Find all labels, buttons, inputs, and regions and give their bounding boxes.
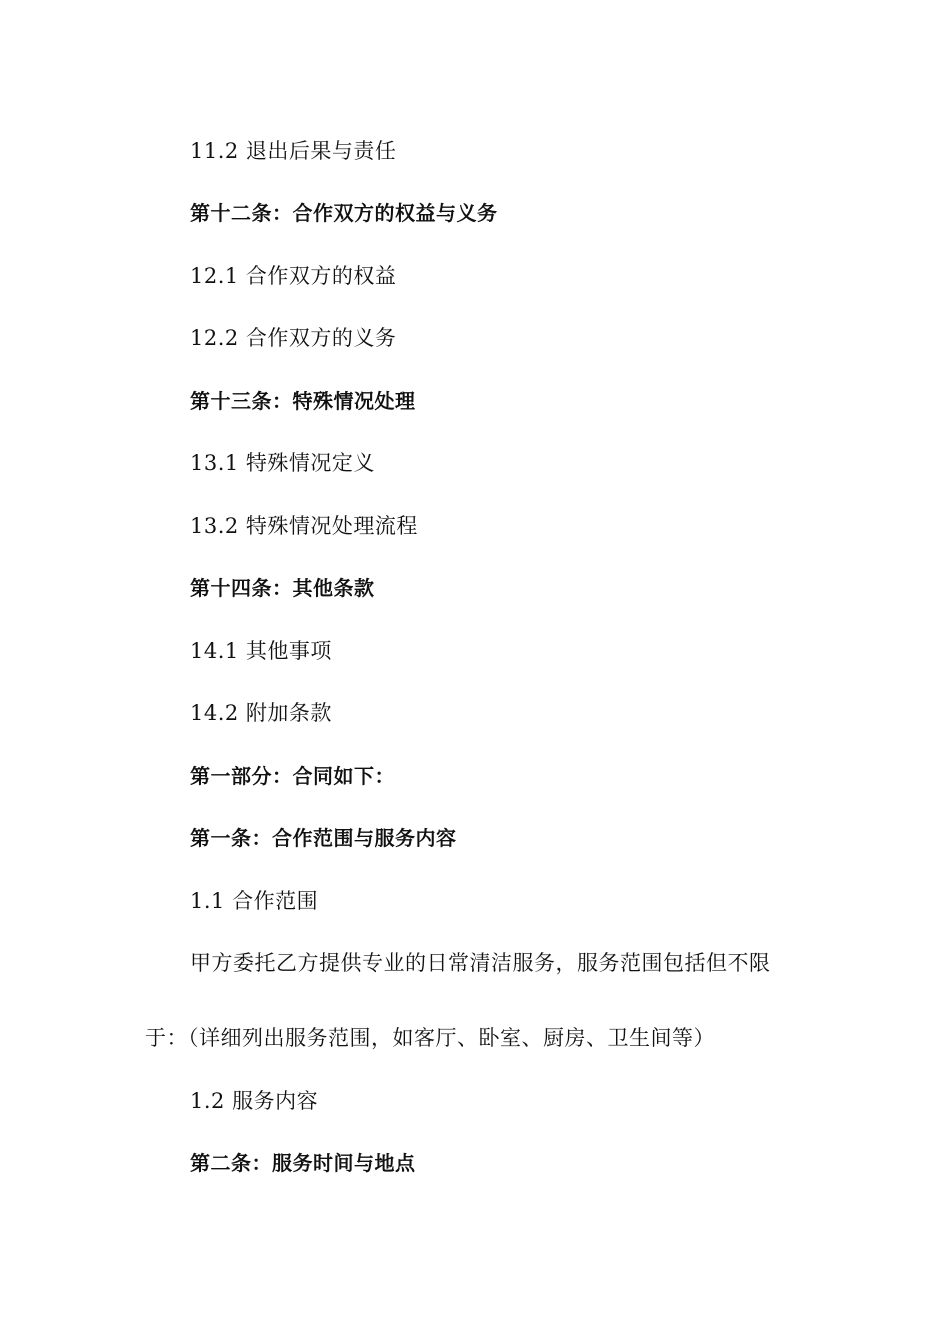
article-13-heading: 第十三条：特殊情况处理 xyxy=(190,389,416,413)
part-1-heading: 第一部分：合同如下： xyxy=(190,764,395,788)
section-1-2: 1.2 服务内容 xyxy=(190,1089,319,1113)
article-14-heading: 第十四条：其他条款 xyxy=(190,576,375,600)
section-11-2: 11.2 退出后果与责任 xyxy=(190,139,397,163)
section-14-2: 14.2 附加条款 xyxy=(190,701,332,725)
article-12-heading: 第十二条：合作双方的权益与义务 xyxy=(190,201,498,225)
section-13-1: 13.1 特殊情况定义 xyxy=(190,451,375,475)
paragraph-line-1: 甲方委托乙方提供专业的日常清洁服务，服务范围包括但不限 xyxy=(190,951,771,975)
section-1-1: 1.1 合作范围 xyxy=(190,889,319,913)
article-1-heading: 第一条：合作范围与服务内容 xyxy=(190,826,457,850)
section-12-1: 12.1 合作双方的权益 xyxy=(190,264,397,288)
article-2-heading: 第二条：服务时间与地点 xyxy=(190,1151,416,1175)
section-12-2: 12.2 合作双方的义务 xyxy=(190,326,397,350)
paragraph-line-2: 于：（详细列出服务范围，如客厅、卧室、厨房、卫生间等） xyxy=(145,1026,715,1050)
section-13-2: 13.2 特殊情况处理流程 xyxy=(190,514,418,538)
section-14-1: 14.1 其他事项 xyxy=(190,639,332,663)
